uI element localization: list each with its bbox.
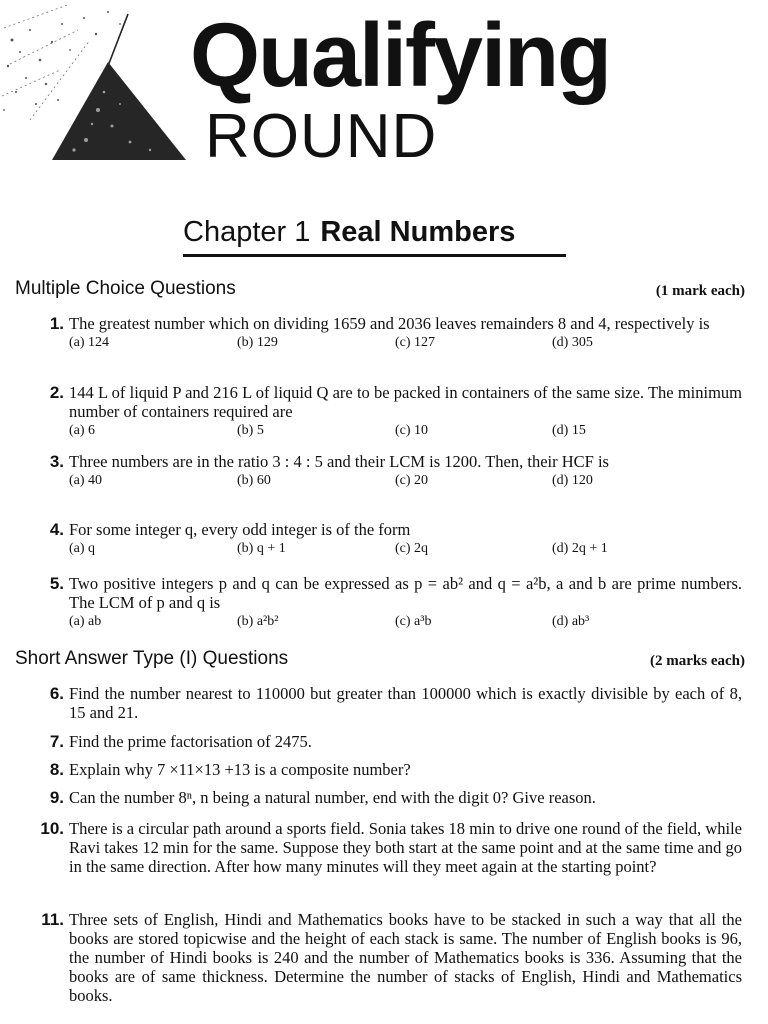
question-number: 11.	[41, 910, 64, 929]
option-d: (d) 2q + 1	[552, 541, 608, 556]
option-a: (a) q	[69, 541, 96, 556]
chapter-label: Chapter 1	[183, 216, 311, 248]
question-item	[20, 788, 742, 807]
question-text: Find the number nearest to 110000 but greater than 100000 which is exactly divisible by each of 8, 15 and 21.	[69, 684, 742, 722]
question-text: Two positive integers p and q can be expressed as p = ab² and q = a²b, a and b are prime numbers. The LCM of p and q is	[69, 574, 742, 612]
option-b: (b) q + 1	[237, 541, 286, 556]
option-d: (d) ab³	[552, 614, 590, 629]
option-list	[69, 421, 742, 440]
question-text: 144 L of liquid P and 216 L of liquid Q are to be packed in containers of the same size. The minimum number of containers required are	[69, 383, 742, 421]
question-item	[20, 574, 742, 631]
page-header	[0, 0, 768, 180]
option-b: (b) 129	[237, 335, 278, 350]
question-item	[20, 684, 742, 722]
question-text: Three numbers are in the ratio 3 : 4 : 5 and their LCM is 1200. Then, their HCF is	[69, 452, 609, 471]
chapter-name: Real Numbers	[320, 216, 516, 248]
triangle-logo-icon	[0, 0, 200, 170]
header-subtitle: ROUND	[205, 102, 438, 171]
option-c: (c) 10	[395, 423, 429, 438]
question-item	[20, 452, 742, 490]
question-text: For some integer q, every odd integer is of the form	[69, 520, 411, 539]
option-a: (a) 6	[69, 423, 96, 438]
question-text: Explain why 7 ×11×13 +13 is a composite number?	[69, 760, 411, 779]
question-number: 10.	[40, 819, 64, 838]
section-title: Multiple Choice Questions	[15, 278, 236, 299]
header-title: Qualifying	[190, 6, 611, 106]
question-text: The greatest number which on dividing 1659 and 2036 leaves remainders 8 and 4, respectively is	[69, 314, 710, 333]
option-b: (b) a²b²	[237, 614, 279, 629]
chapter-heading	[183, 212, 515, 252]
question-item	[20, 760, 742, 779]
section-title: Short Answer Type (I) Questions	[15, 648, 289, 669]
section-mcq-heading	[15, 277, 745, 301]
option-d: (d) 120	[552, 473, 593, 488]
question-text: Three sets of English, Hindi and Mathematics books have to be stacked in such a way that all the books are stored topicwise and the height of each stack is same. The number of English books is 96, the number of Hindi books is 240 and the number of Mathematics books is 336. Assuming that the books are of same thickness. Determine the number of stacks of English, Hindi and Mathematics books.	[69, 910, 742, 1005]
option-list	[69, 471, 742, 490]
option-d: (d) 305	[552, 335, 593, 350]
question-number: 5.	[49, 574, 64, 593]
section-marks: (2 marks each)	[650, 653, 745, 669]
question-number: 3.	[49, 452, 64, 471]
option-a: (a) ab	[69, 614, 102, 629]
question-number: 4.	[49, 520, 64, 539]
option-a: (a) 124	[69, 335, 110, 350]
section-short-answer-heading	[15, 647, 745, 671]
question-item	[20, 910, 742, 1005]
option-d: (d) 15	[552, 423, 586, 438]
question-item	[20, 819, 742, 876]
question-text: Can the number 8ⁿ, n being a natural number, end with the digit 0? Give reason.	[69, 788, 596, 807]
option-b: (b) 5	[237, 423, 264, 438]
question-text: There is a circular path around a sports field. Sonia takes 18 min to drive one round of the field, while Ravi takes 12 min for the same. Suppose they both start at the same point and at the same time and go in the same direction. After how many minutes will they meet again at the starting point?	[69, 819, 742, 876]
question-item	[20, 314, 742, 352]
option-c: (c) 127	[395, 335, 436, 350]
question-text: Find the prime factorisation of 2475.	[69, 732, 312, 751]
option-b: (b) 60	[237, 473, 271, 488]
option-list	[69, 539, 742, 558]
question-item	[20, 520, 742, 558]
question-number: 1.	[49, 314, 64, 333]
question-number: 6.	[49, 684, 64, 703]
option-c: (c) 2q	[395, 541, 429, 556]
option-a: (a) 40	[69, 473, 103, 488]
question-number: 7.	[49, 732, 64, 751]
question-item	[20, 732, 742, 751]
option-list	[69, 333, 742, 352]
question-item	[20, 383, 742, 440]
section-marks: (1 mark each)	[655, 283, 745, 299]
option-list	[69, 612, 742, 631]
question-number: 8.	[49, 760, 64, 779]
option-c: (c) 20	[395, 473, 429, 488]
option-c: (c) a³b	[395, 614, 432, 629]
question-number: 2.	[49, 383, 64, 402]
chapter-underline	[183, 254, 566, 257]
question-number: 9.	[49, 788, 64, 807]
